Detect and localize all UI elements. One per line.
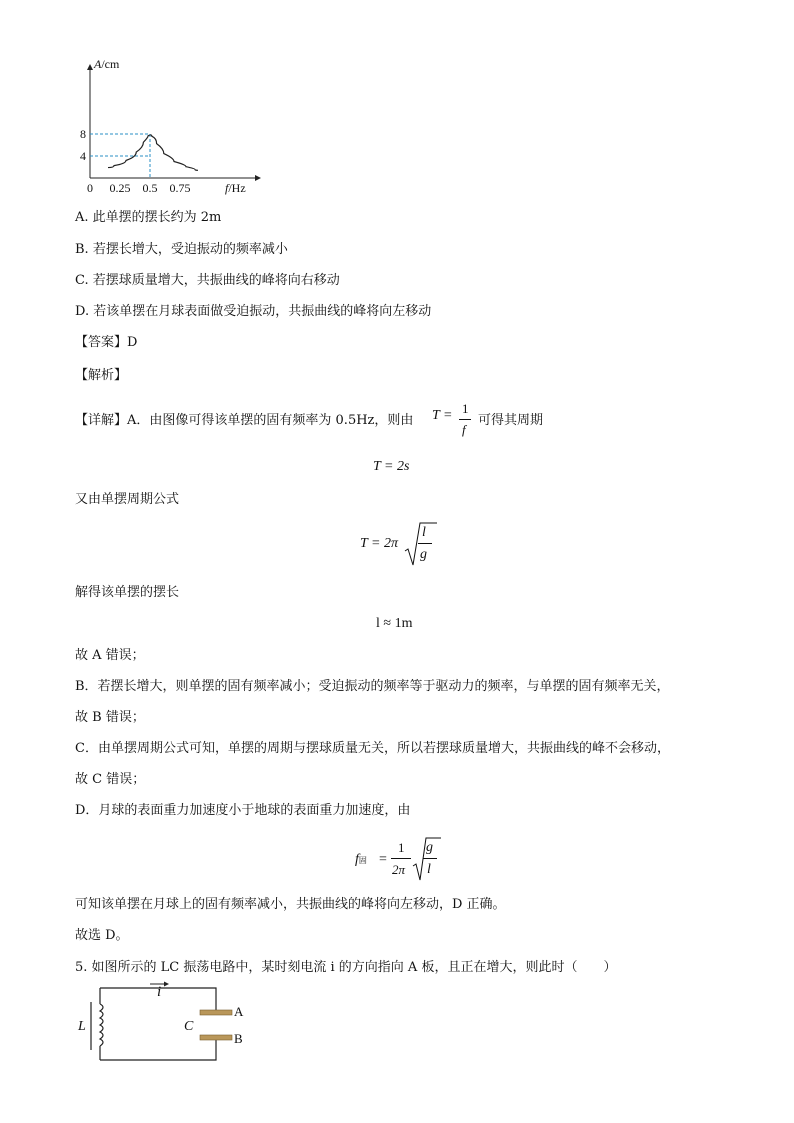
equation-length: l ≈ 1m xyxy=(376,616,413,631)
detail-text-b: 可得其周期 xyxy=(478,413,544,428)
resonance-chart xyxy=(70,58,270,198)
current-arrow-head xyxy=(164,982,169,987)
detail-line-2: 又由单摆周期公式 xyxy=(75,492,180,507)
inline-frac-bar xyxy=(459,419,471,420)
question-5-text: 5. 如图所示的 LC 振荡电路中，某时刻电流 i 的方向指向 A 板，且正在增大，则此时（ ） xyxy=(75,960,617,975)
equation-pendulum-lhs: T = 2π xyxy=(360,536,398,551)
equation-freq-eq: = xyxy=(379,852,387,867)
equation-freq-rbar xyxy=(423,858,437,859)
inductor-coil xyxy=(100,1004,103,1046)
detail-line-11: 故选 D。 xyxy=(75,928,129,943)
equation-pendulum-bar xyxy=(418,543,432,544)
capacitor-plate-b xyxy=(200,1035,232,1040)
resonance-curve xyxy=(108,135,198,170)
y-axis-label: A/cm xyxy=(94,58,120,71)
x-tick-label: 0.5 xyxy=(142,181,158,195)
label-L: L xyxy=(78,1019,86,1034)
equation-freq-num: 1 xyxy=(398,840,405,855)
x-tick-label: 0 xyxy=(87,181,93,195)
capacitor-plate-a xyxy=(200,1010,232,1015)
detail-line-10: 可知该单摆在月球上的固有频率减小，共振曲线的峰将向左移动，D 正确。 xyxy=(75,897,506,912)
detail-line-9: D．月球的表面重力加速度小于地球的表面重力加速度，由 xyxy=(75,803,411,818)
equation-period: T = 2s xyxy=(373,459,410,474)
inline-frac-num: 1 xyxy=(462,401,469,416)
detail-line-4: 故 A 错误； xyxy=(75,648,145,663)
circuit-wire-bottom xyxy=(100,1040,216,1060)
detail-line-7: C．由单摆周期公式可知，单摆的周期与摆球质量无关，所以若摆球质量增大，共振曲线的峰不会移动， xyxy=(75,741,670,756)
detail-line-1 xyxy=(75,413,413,429)
detail-line-5: B．若摆长增大，则单摆的固有频率减小；受迫振动的频率等于驱动力的频率，与单摆的固有频率无关， xyxy=(75,679,670,694)
equation-pendulum-num: l xyxy=(422,525,426,540)
inline-frac-den: f xyxy=(462,422,466,437)
x-tick-label: 0.75 xyxy=(169,181,191,195)
y-tick-label: 8 xyxy=(80,127,86,141)
equation-freq-bar xyxy=(391,858,411,859)
x-axis-arrow-icon xyxy=(255,175,261,181)
detail-line-8: 故 C 错误； xyxy=(75,772,146,787)
answer-value: D xyxy=(127,335,138,350)
equation-freq-rden: l xyxy=(427,862,431,877)
detail-text-a: A．由图像可得该单摆的固有频率为 0.5Hz，则由 xyxy=(127,413,414,428)
answer-tag: 【答案】 xyxy=(75,335,128,350)
equation-freq-den: 2π xyxy=(392,862,406,877)
detail-tag: 【详解】 xyxy=(75,413,128,428)
option-c: C. 若摆球质量增大，共振曲线的峰将向右移动 xyxy=(75,273,340,288)
label-i: i xyxy=(157,984,162,1000)
analysis-tag: 【解析】 xyxy=(75,368,128,383)
label-C: C xyxy=(184,1019,194,1034)
y-tick-label: 4 xyxy=(80,149,86,163)
equation-freq-rnum: g xyxy=(426,840,433,855)
y-axis-arrow-icon xyxy=(87,64,93,70)
detail-line-3: 解得该单摆的摆长 xyxy=(75,585,180,600)
label-A: A xyxy=(234,1004,244,1019)
answer-line xyxy=(75,335,137,351)
option-b: B. 若摆长增大，受迫振动的频率减小 xyxy=(75,242,288,257)
x-tick-label: 0.25 xyxy=(109,181,131,195)
option-a: A. 此单摆的摆长约为 2m xyxy=(75,210,222,225)
x-axis-label: f/Hz xyxy=(225,181,246,195)
option-d: D. 若该单摆在月球表面做受迫振动，共振曲线的峰将向左移动 xyxy=(75,304,432,319)
equation-freq-sub: 固 xyxy=(358,856,367,865)
inline-formula-T: T = xyxy=(432,408,453,423)
equation-freq-lhs: f固 xyxy=(355,852,367,867)
label-B: B xyxy=(234,1031,243,1046)
equation-pendulum-den: g xyxy=(420,547,427,562)
detail-line-6: 故 B 错误； xyxy=(75,710,145,725)
lc-circuit-diagram xyxy=(70,980,260,1070)
